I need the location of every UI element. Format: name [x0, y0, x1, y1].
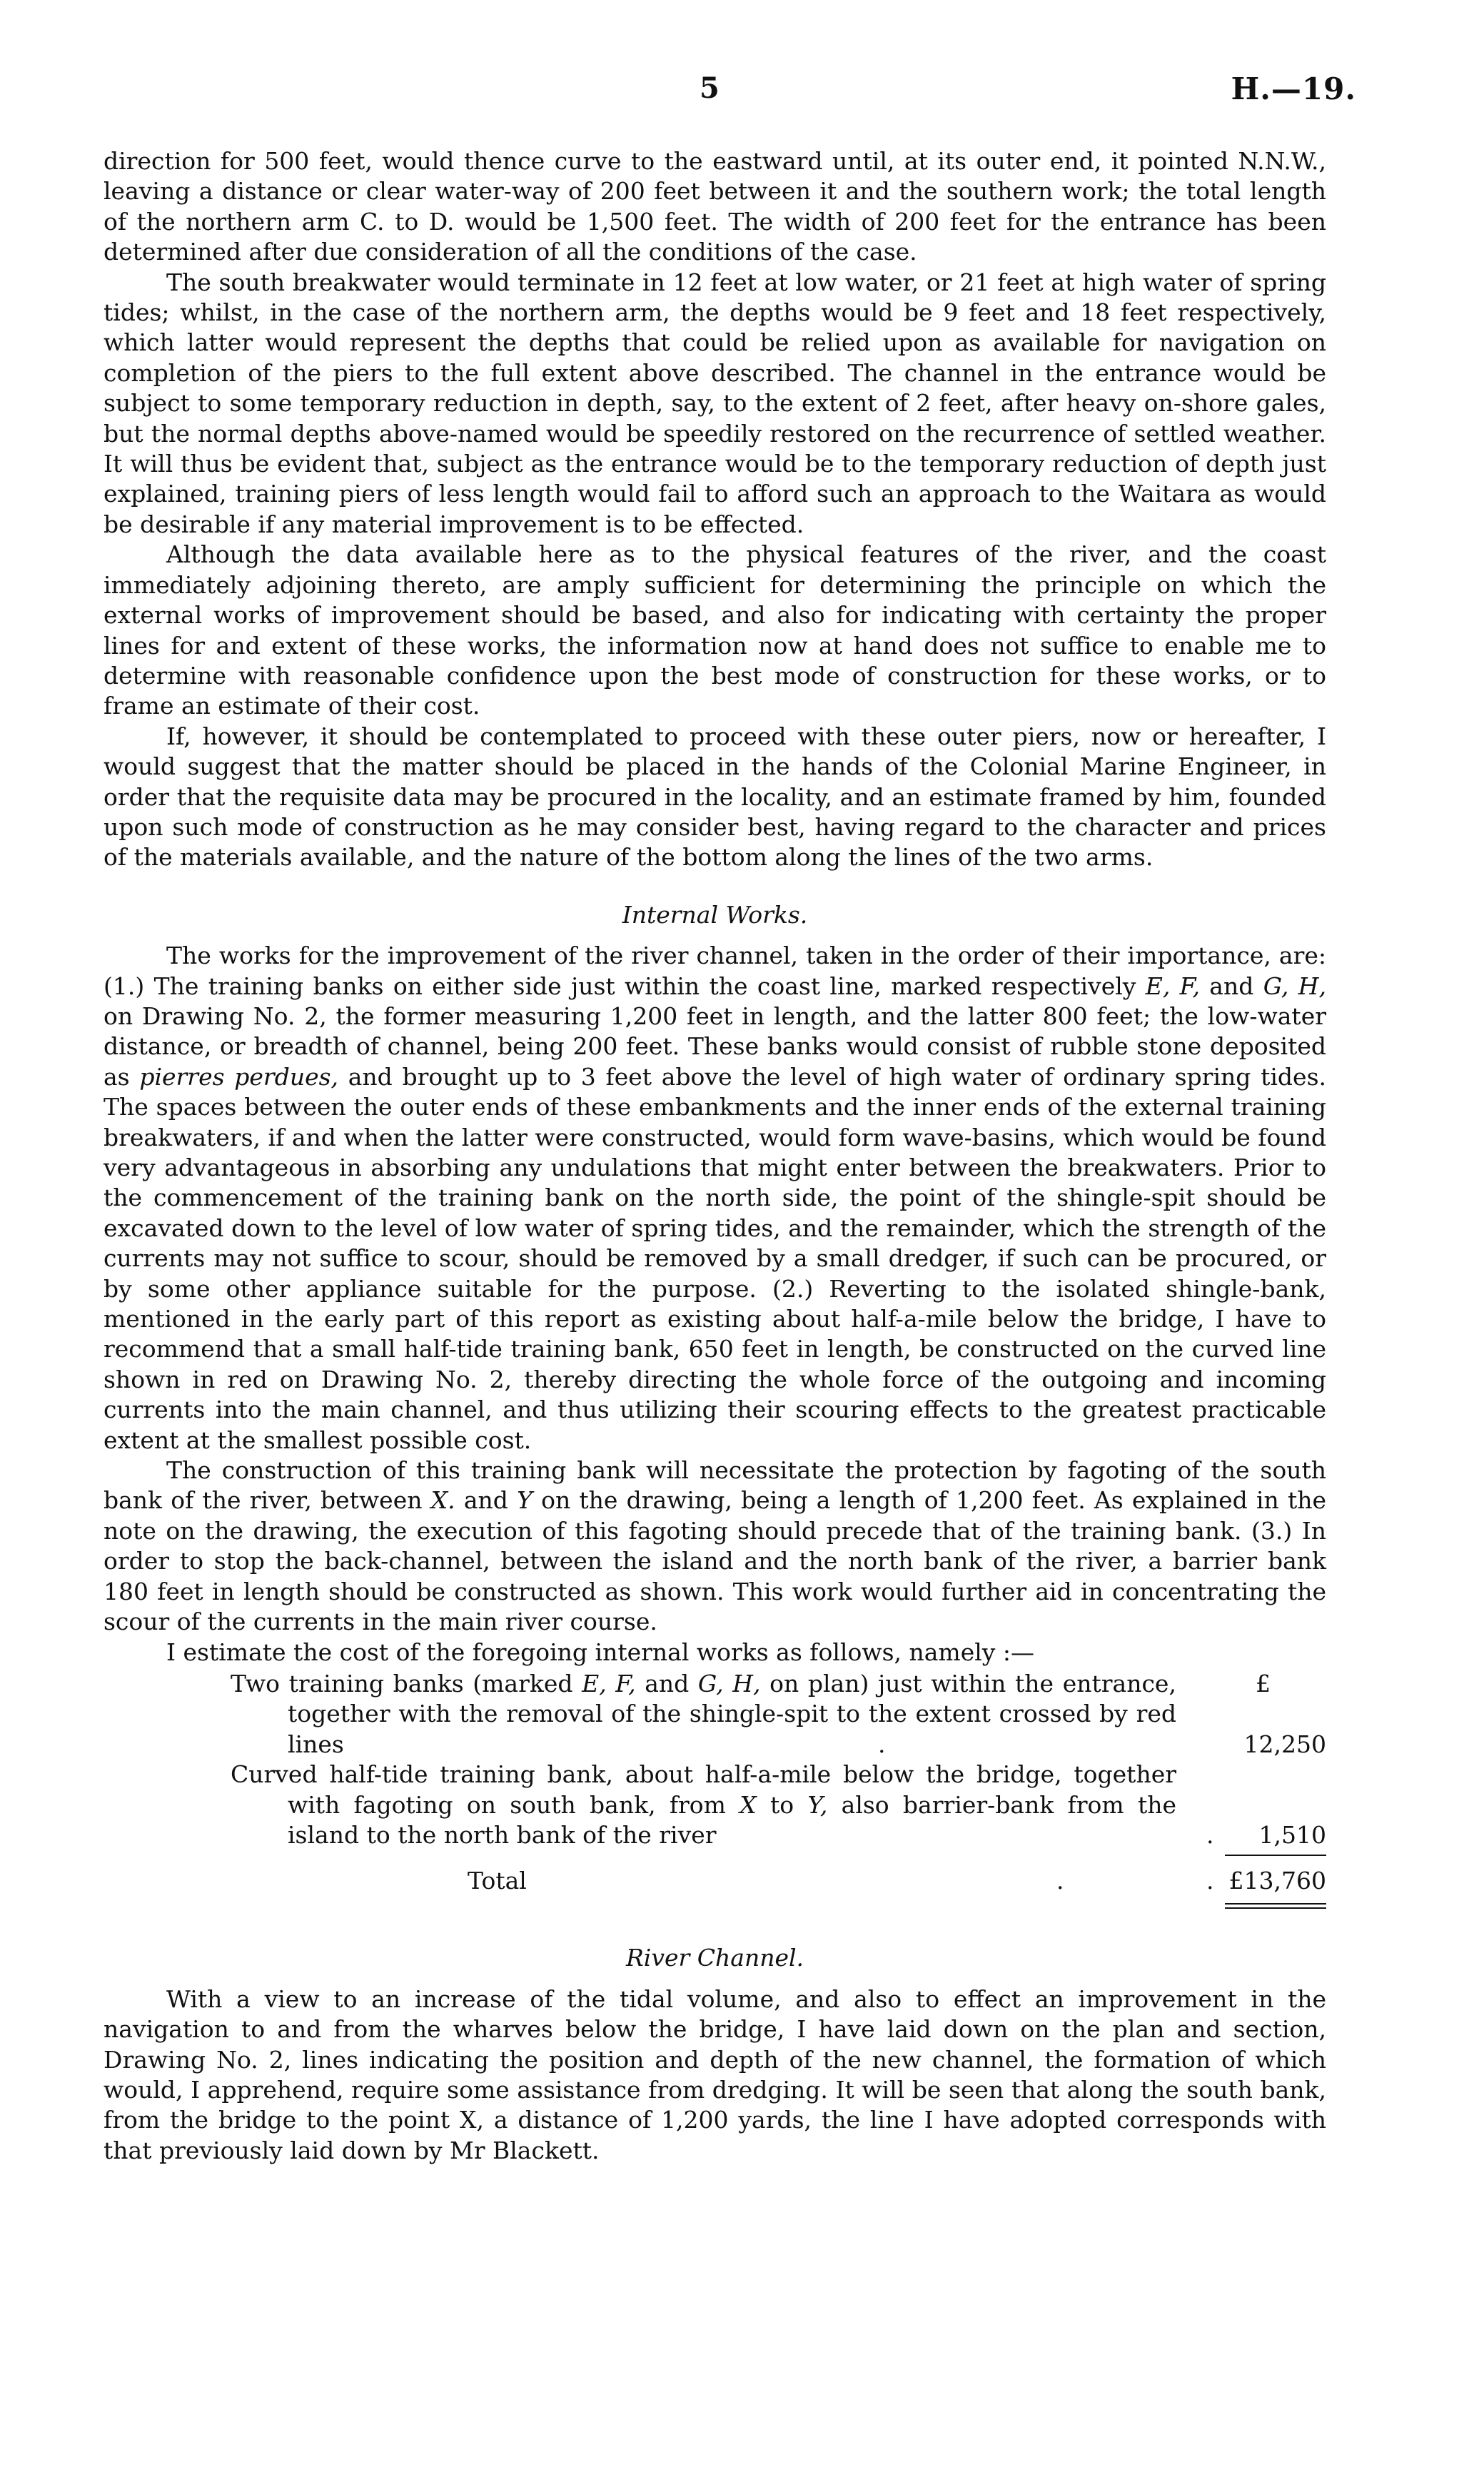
total-label: Total [468, 1867, 527, 1895]
leader-dot: . [1206, 1867, 1214, 1895]
paragraph: Although the data available here as to the physical features of the river, and the coast immediately adjoining thereto, are amply sufficient for determining the principle on which the external works of improvement should be based, and also for indicating with certainty the proper lines for and extent of these works, the information now at hand does not suffice to enable me to determine with reasonable confidence upon the best mode of construction for these works, or to frame an estimate of their cost. [104, 540, 1326, 720]
cost-estimate [104, 1669, 1326, 1910]
total-rule [1225, 1907, 1326, 1909]
paragraph: With a view to an increase of the tidal volume, and also to effect an improvement in the navigation to and from the wharves below the bridge, I have laid down on the plan and section, Drawing No. 2, lines indicating the position and depth of the new channel, the formation of which would, I apprehend, require some assistance from dredging. It will be seen that along the south bank, from the bridge to the point X, a distance of 1,200 yards, the line I have adopted corresponds with that previously laid down by Mr Blackett. [104, 1984, 1326, 2164]
page-number: 5 [700, 71, 720, 105]
leader-dot: . [1206, 1820, 1214, 1849]
estimate-item: £ Two training banks (marked E, F, and G, H, on plan) just within the entrance, together with the removal of the shingle-spit to the extent crossed by red lines . 12,250 [104, 1669, 1326, 1760]
paragraph: I estimate the cost of the foregoing internal works as follows, namely :— [166, 1638, 1035, 1666]
estimate-item: Curved half-tide training bank, about half-a-mile below the bridge, together with fagoting on south bank, from X to Y, also barrier-bank from the island to the north bank of the river . 1,510 [104, 1760, 1326, 1850]
leader-dot: . [1056, 1867, 1064, 1895]
subtotal-rule [1225, 1855, 1326, 1856]
page-body [104, 146, 1326, 2166]
total-rule [1225, 1903, 1326, 1905]
section-heading-internal-works: Internal Works. [622, 900, 808, 929]
section-heading-river-channel: River Channel. [625, 1944, 804, 1972]
estimate-total-row [104, 1859, 1326, 1910]
document-reference: H.—19. [1231, 71, 1356, 106]
estimate-amount: 12,250 [1243, 1730, 1326, 1758]
paragraph: The construction of this training bank will necessitate the protection by fagoting of the south bank of the river, between X. and Y on the drawing, being a length of 1,200 feet. As explained in the note on the drawing, the execution of this fagoting should precede that of the training bank. (3.) In order to stop the back-channel, between the island and the north bank of the river, a barrier bank 180 feet in length should be constructed as shown. This work would further aid in concentrating the scour of the currents in the main river course. [104, 1456, 1327, 1636]
paragraph: If, however, it should be contemplated to proceed with these outer piers, now or hereafter, I would suggest that the matter should be placed in the hands of the Colonial Marine Engineer, in order that the requisite data may be procured in the locality, and an estimate framed by him, founded upon such mode of construction as he may consider best, having regard to the character and prices of the materials available, and the nature of the bottom along the lines of the two arms. [104, 722, 1326, 872]
pound-symbol: £ [1256, 1669, 1271, 1697]
estimate-amount: 1,510 [1258, 1820, 1326, 1849]
paragraph: The works for the improvement of the river channel, taken in the order of their importance, are: (1.) The training banks on either side just within the coast line, marked respectively E, F, and G, H, on Drawing No. 2, the former measuring 1,200 feet in length, and the latter 800 feet; the low-water distance, or breadth of channel, being 200 feet. These banks would consist of rubble stone deposited as pierres perdues, and brought up to 3 feet above the level of high water of ordinary spring tides. The spaces between the outer ends of these embankments and the inner ends of the external training breakwaters, if and when the latter were constructed, would form wave-basins, which would be found very advantageous in absorbing any undulations that might enter between the breakwaters. Prior to the commencement of the training bank on the north side, the point of the shingle-spit should be excavated down to the level of low water of spring tides, and the remainder, which the strength of the currents may not suffice to scour, should be removed by a small dredger, if such can be procured, or by some other appliance suitable for the purpose. (2.) Reverting to the isolated shingle-bank, mentioned in the early part of this report as existing about half-a-mile below the bridge, I have to recommend that a small half-tide training bank, 650 feet in length, be constructed on the curved line shown in red on Drawing No. 2, thereby directing the whole force of the outgoing and incoming currents into the main channel, and thus utilizing their scouring effects to the greatest practicable extent at the smallest possible cost. [104, 942, 1326, 1454]
paragraph: direction for 500 feet, would thence curve to the eastward until, at its outer end, it pointed N.N.W., leaving a distance or clear water-way of 200 feet between it and the southern work; the total length of the northern arm C. to D. would be 1,500 feet. The width of 200 feet for the entrance has been determined after due consideration of all the conditions of the case. [104, 147, 1326, 266]
total-amount: £13,760 [1228, 1867, 1326, 1895]
paragraph: The south breakwater would terminate in 12 feet at low water, or 21 feet at high water of spring tides; whilst, in the case of the northern arm, the depths would be 9 feet and 18 feet respectively, which latter would represent the depths that could be relied upon as available for navigation on completion of the piers to the full extent above described. The channel in the entrance would be subject to some temporary reduction in depth, say, to the extent of 2 feet, after heavy on-shore gales, but the normal depths above-named would be speedily restored on the recurrence of settled weather. It will thus be evident that, subject as the entrance would be to the temporary reduction of depth just explained, training piers of less length would fail to afford such an approach to the Waitara as would be desirable if any material improvement is to be effected. [104, 268, 1326, 538]
leader-dot: . [878, 1730, 886, 1758]
page-header [104, 71, 1356, 114]
